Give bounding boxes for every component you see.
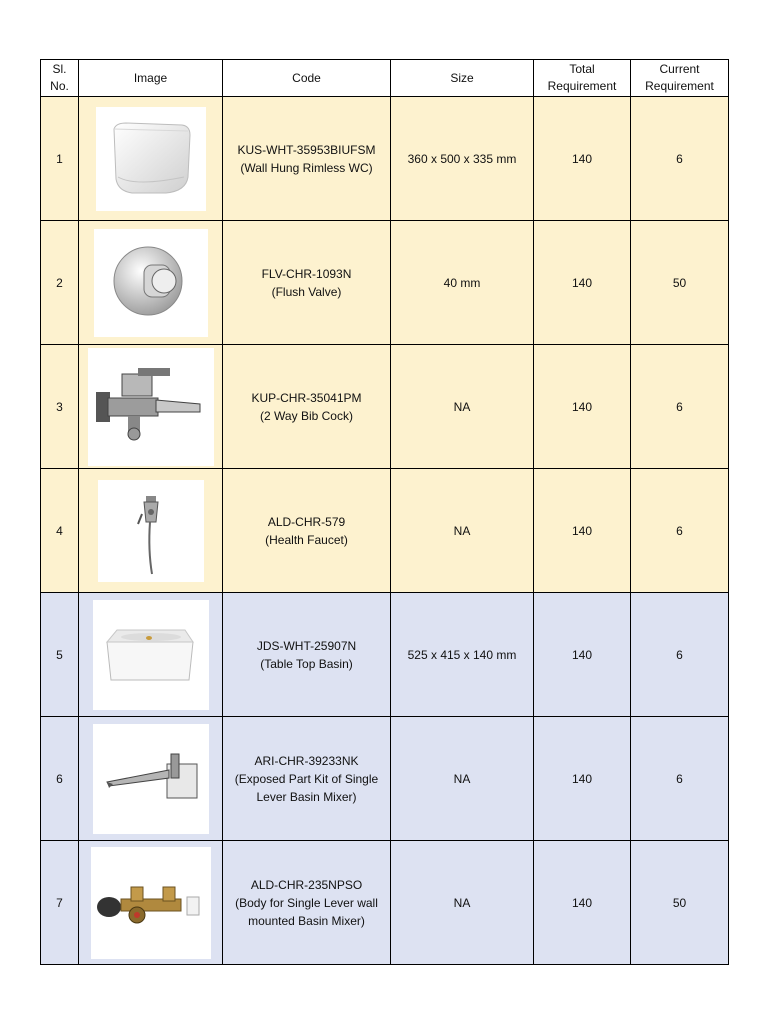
- current-requirement-cell: 50: [631, 221, 729, 345]
- code-cell: [223, 345, 391, 469]
- total-requirement-cell: 140: [534, 593, 631, 717]
- total-requirement-cell: 140: [534, 469, 631, 593]
- table-top-basin-icon: [93, 600, 209, 710]
- total-requirement-cell: 140: [534, 97, 631, 221]
- health-faucet-icon: [98, 480, 204, 582]
- table-row: [41, 221, 729, 345]
- code-cell: [223, 221, 391, 345]
- code-cell: [223, 469, 391, 593]
- current-requirement-cell: 6: [631, 469, 729, 593]
- product-code: ARI-CHR-39233NK: [254, 753, 359, 768]
- wall-hung-wc-icon: [96, 107, 206, 211]
- sl-no-cell: 5: [41, 593, 79, 717]
- size-cell: 525 x 415 x 140 mm: [391, 593, 534, 717]
- size-cell: NA: [391, 469, 534, 593]
- flush-valve-icon: [94, 229, 208, 337]
- size-cell: 40 mm: [391, 221, 534, 345]
- current-requirement-cell: 50: [631, 841, 729, 965]
- current-requirement-cell: 6: [631, 593, 729, 717]
- header-code: Code: [223, 60, 391, 97]
- sl-no-cell: 2: [41, 221, 79, 345]
- code-cell: [223, 593, 391, 717]
- product-code: KUP-CHR-35041PM: [251, 390, 362, 405]
- table-row: [41, 469, 729, 593]
- table-row: [41, 593, 729, 717]
- image-cell: [79, 469, 223, 593]
- size-cell: NA: [391, 717, 534, 841]
- size-cell: NA: [391, 841, 534, 965]
- sl-no-cell: 1: [41, 97, 79, 221]
- product-code: FLV-CHR-1093N: [261, 266, 352, 281]
- product-code: ALD-CHR-235NPSO: [250, 877, 363, 892]
- sl-no-cell: 3: [41, 345, 79, 469]
- image-cell: [79, 345, 223, 469]
- header-image: Image: [79, 60, 223, 97]
- image-cell: [79, 97, 223, 221]
- sl-no-cell: 6: [41, 717, 79, 841]
- requirement-table: [40, 59, 729, 965]
- basin-mixer-icon: [93, 724, 209, 834]
- current-requirement-cell: 6: [631, 717, 729, 841]
- image-cell: [79, 221, 223, 345]
- image-cell: [79, 593, 223, 717]
- table-row: [41, 717, 729, 841]
- concealed-body-icon: [91, 847, 211, 959]
- header-current-requirement: Current Requirement: [631, 60, 729, 97]
- total-requirement-cell: 140: [534, 345, 631, 469]
- total-requirement-cell: 140: [534, 841, 631, 965]
- table-row: [41, 841, 729, 965]
- product-code: KUS-WHT-35953BIUFSM: [237, 142, 376, 157]
- product-description: (Body for Single Lever wall mounted Basin Mixer): [235, 895, 378, 928]
- total-requirement-cell: 140: [534, 717, 631, 841]
- header-sl-no: Sl. No.: [41, 60, 79, 97]
- product-code: JDS-WHT-25907N: [256, 638, 357, 653]
- code-cell: [223, 97, 391, 221]
- sl-no-cell: 7: [41, 841, 79, 965]
- header-size: Size: [391, 60, 534, 97]
- product-description: (Health Faucet): [265, 532, 348, 547]
- table-row: [41, 97, 729, 221]
- image-cell: [79, 841, 223, 965]
- size-cell: NA: [391, 345, 534, 469]
- sl-no-cell: 4: [41, 469, 79, 593]
- product-description: (2 Way Bib Cock): [260, 408, 353, 423]
- product-description: (Flush Valve): [271, 284, 342, 299]
- header-total-requirement: Total Requirement: [534, 60, 631, 97]
- total-requirement-cell: 140: [534, 221, 631, 345]
- size-cell: 360 x 500 x 335 mm: [391, 97, 534, 221]
- product-code: ALD-CHR-579: [267, 514, 346, 529]
- table-row: [41, 345, 729, 469]
- code-cell: [223, 841, 391, 965]
- product-description: (Wall Hung Rimless WC): [240, 160, 373, 175]
- product-description: (Exposed Part Kit of Single Lever Basin Mixer): [234, 771, 379, 804]
- header-row: [41, 60, 729, 97]
- code-cell: [223, 717, 391, 841]
- product-description: (Table Top Basin): [260, 656, 353, 671]
- bib-cock-icon: [88, 348, 214, 466]
- current-requirement-cell: 6: [631, 345, 729, 469]
- current-requirement-cell: 6: [631, 97, 729, 221]
- image-cell: [79, 717, 223, 841]
